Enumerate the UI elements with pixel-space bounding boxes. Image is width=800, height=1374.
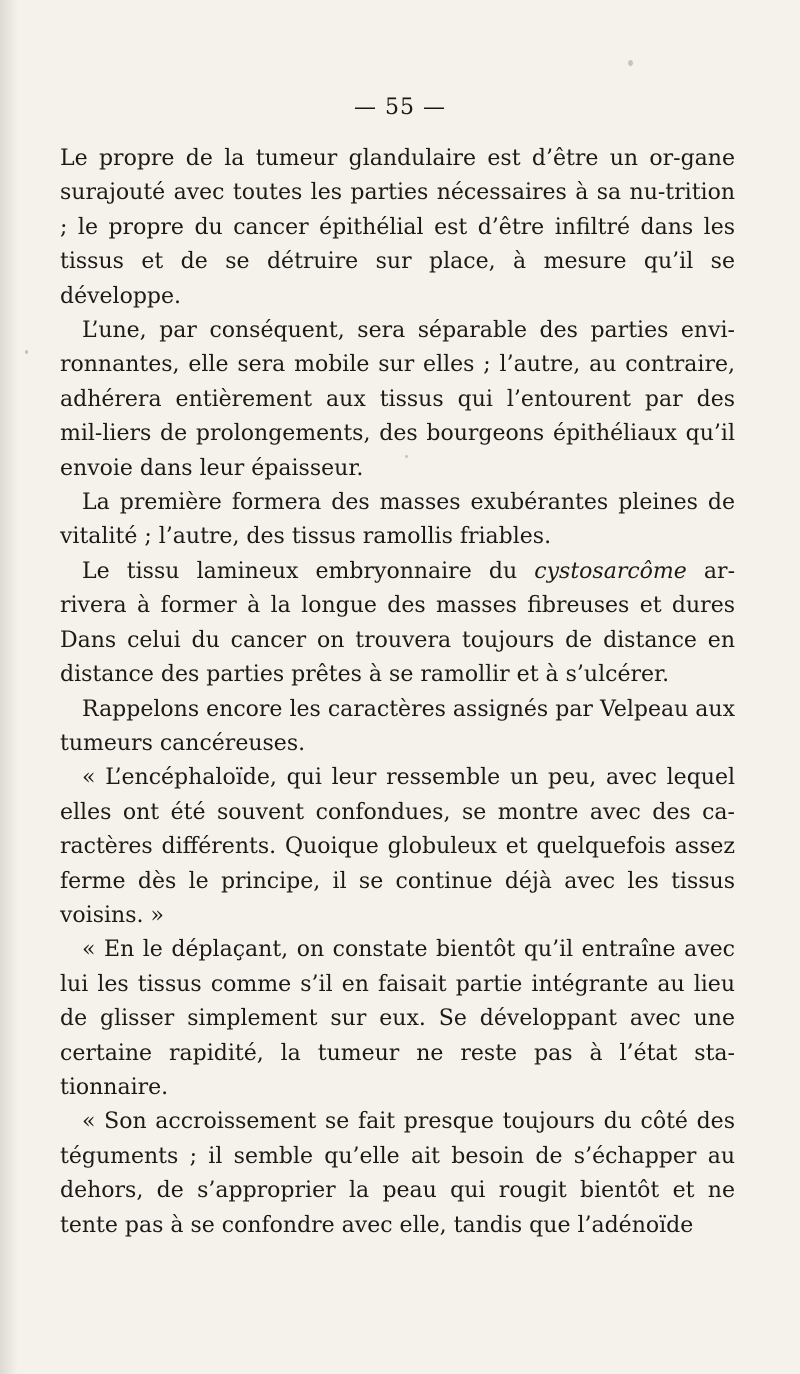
paragraph: « Son accroissement se fait presque toujours du côté des téguments ; il semble qu’elle ait besoin de s’échapper au dehors, de s’approprier la peau qui rougit bientôt et ne tente pas à se confondre avec elle, tandis que l’adénoïde <box>60 1109 735 1238</box>
page-number: — 55 — <box>354 95 446 120</box>
paragraph: « En le déplaçant, on constate bientôt qu’il entraîne avec lui les tissus comme s’il en faisait partie intégrante au lieu de glisser simplement sur eux. Se développant avec une certaine rapidité, la tumeur ne reste pas à l’état sta-tionnaire. <box>60 937 735 1100</box>
paragraph-text: Le tissu lamineux embryonnaire du <box>82 558 535 584</box>
paragraph: La première formera des masses exubérantes pleines de vitalité ; l’autre, des tissus ramollis friables. <box>60 490 735 550</box>
paragraph: L’une, par conséquent, sera séparable des parties envi-ronnantes, elle sera mobile sur elles ; l’autre, au contraire, adhérera entièrement aux tissus qui l’entourent par des mil-liers de prolongements, des bourgeons épithéliaux qu’il envoie dans leur épaisseur. <box>60 318 735 481</box>
paragraph: Rappelons encore les caractères assignés par Velpeau aux tumeurs cancéreuses. <box>60 696 735 756</box>
paragraph: « L’encéphaloïde, qui leur ressemble un peu, avec lequel elles ont été souvent confondues, se montre avec des ca-ractères différents. Quoique globuleux et quelquefois assez ferme dès le principe, il se continue déjà avec les tissus voisins. » <box>60 765 735 928</box>
paragraph-text: ar-rivera à former à la longue des masses fibreuses et dures Dans celui du cancer on trouvera toujours de distance en distance des parties prêtes à se ramollir et à s’ulcérer. <box>60 558 736 688</box>
italic-term: cystosarcôme <box>534 558 687 584</box>
paragraph: Le propre de la tumeur glandulaire est d’être un or-gane surajouté avec toutes les parties nécessaires à sa nu-trition ; le propre du cancer épithélial est d’être infiltré dans les tissus et de se détruire sur place, à mesure qu’il se développe. <box>60 146 735 309</box>
paper-speck <box>25 350 28 354</box>
body-text <box>60 142 735 1243</box>
paper-speck <box>628 60 633 66</box>
paragraph <box>60 555 735 693</box>
